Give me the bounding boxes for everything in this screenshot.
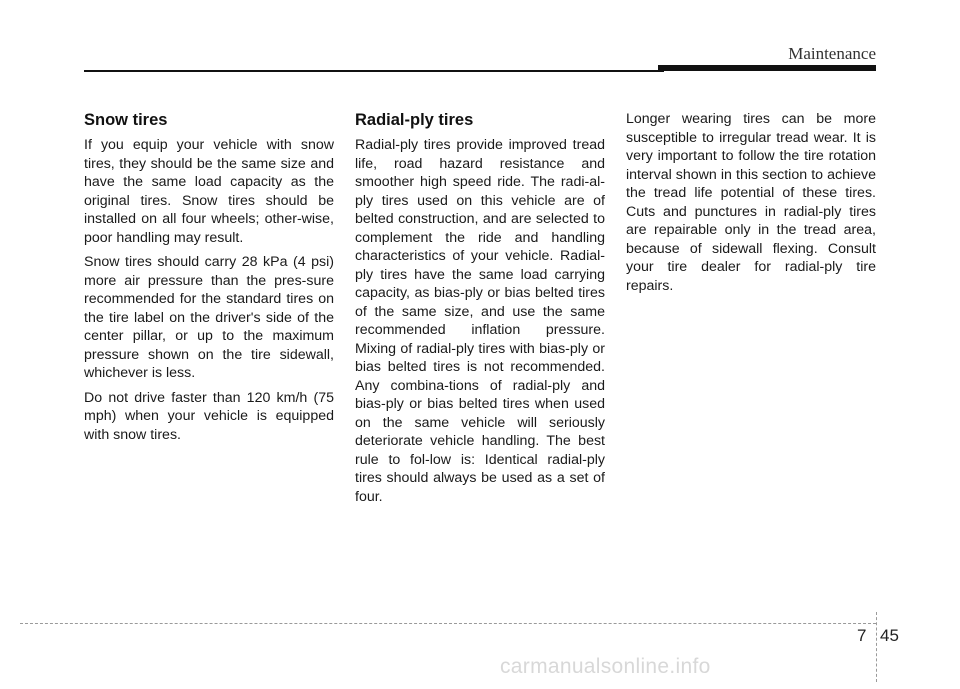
snow-tires-paragraph: Snow tires should carry 28 kPa (4 psi) more air pressure than the pres-sure recommended for the standard tires on the tire label on the driver's side of the center pillar, or up to the maximum pressure shown on the tire sidewall, whichever is less.: [84, 254, 334, 381]
snow-tires-paragraph: If you equip your vehicle with snow tires, they should be the same size and have the same load capacity as the original tires. Snow tires should be installed on all four wheels; other-wise, poor handling may result.: [84, 137, 334, 246]
page-number-divider: [876, 612, 877, 682]
header-rule: [84, 70, 664, 72]
snow-tires-paragraph: Do not drive faster than 120 km/h (75 mph) when your vehicle is equipped with snow tires.: [84, 389, 334, 443]
section-title: Maintenance: [788, 44, 876, 63]
snow-tires-heading: Snow tires: [84, 111, 168, 129]
longer-wearing-paragraph: Longer wearing tires can be more susceptible to irregular tread wear. It is very important to follow the tire rotation interval shown in this section to achieve the tread life potential of these tires. Cuts and punctures in radial-ply tires are repairable only in the tread area, because of sidewall flexing. Consult your tire dealer for radial-ply tire repairs.: [626, 111, 876, 294]
radial-ply-paragraph: Radial-ply tires provide improved tread life, road hazard resistance and smoother high speed ride. The radi-al-ply tires used on this vehicle are of belted construction, and are selected to complement the ride and handling characteristics of your vehicle. Radial-ply tires have the same load carrying capacity, as bias-ply or bias belted tires of the same size, and use the same recommended inflation pressure. Mixing of radial-ply tires with bias-ply or bias belted tires is not recommended. Any combina-tions of radial-ply and bias-ply or bias belted tires when used on the same vehicle will seriously deteriorate vehicle handling. The best rule to fol-low is: Identical radial-ply tires should always be used as a set of four.: [355, 137, 605, 505]
radial-ply-column: [355, 110, 605, 512]
snow-tires-column: [84, 110, 334, 450]
header-rule-accent: [658, 65, 876, 71]
footer-rule: [20, 623, 876, 624]
page-number: 45: [880, 626, 899, 645]
radial-ply-heading: Radial-ply tires: [355, 111, 474, 129]
chapter-number: 7: [857, 626, 867, 645]
watermark: carmanualsonline.info: [500, 655, 711, 678]
longer-wearing-column: [626, 110, 876, 301]
